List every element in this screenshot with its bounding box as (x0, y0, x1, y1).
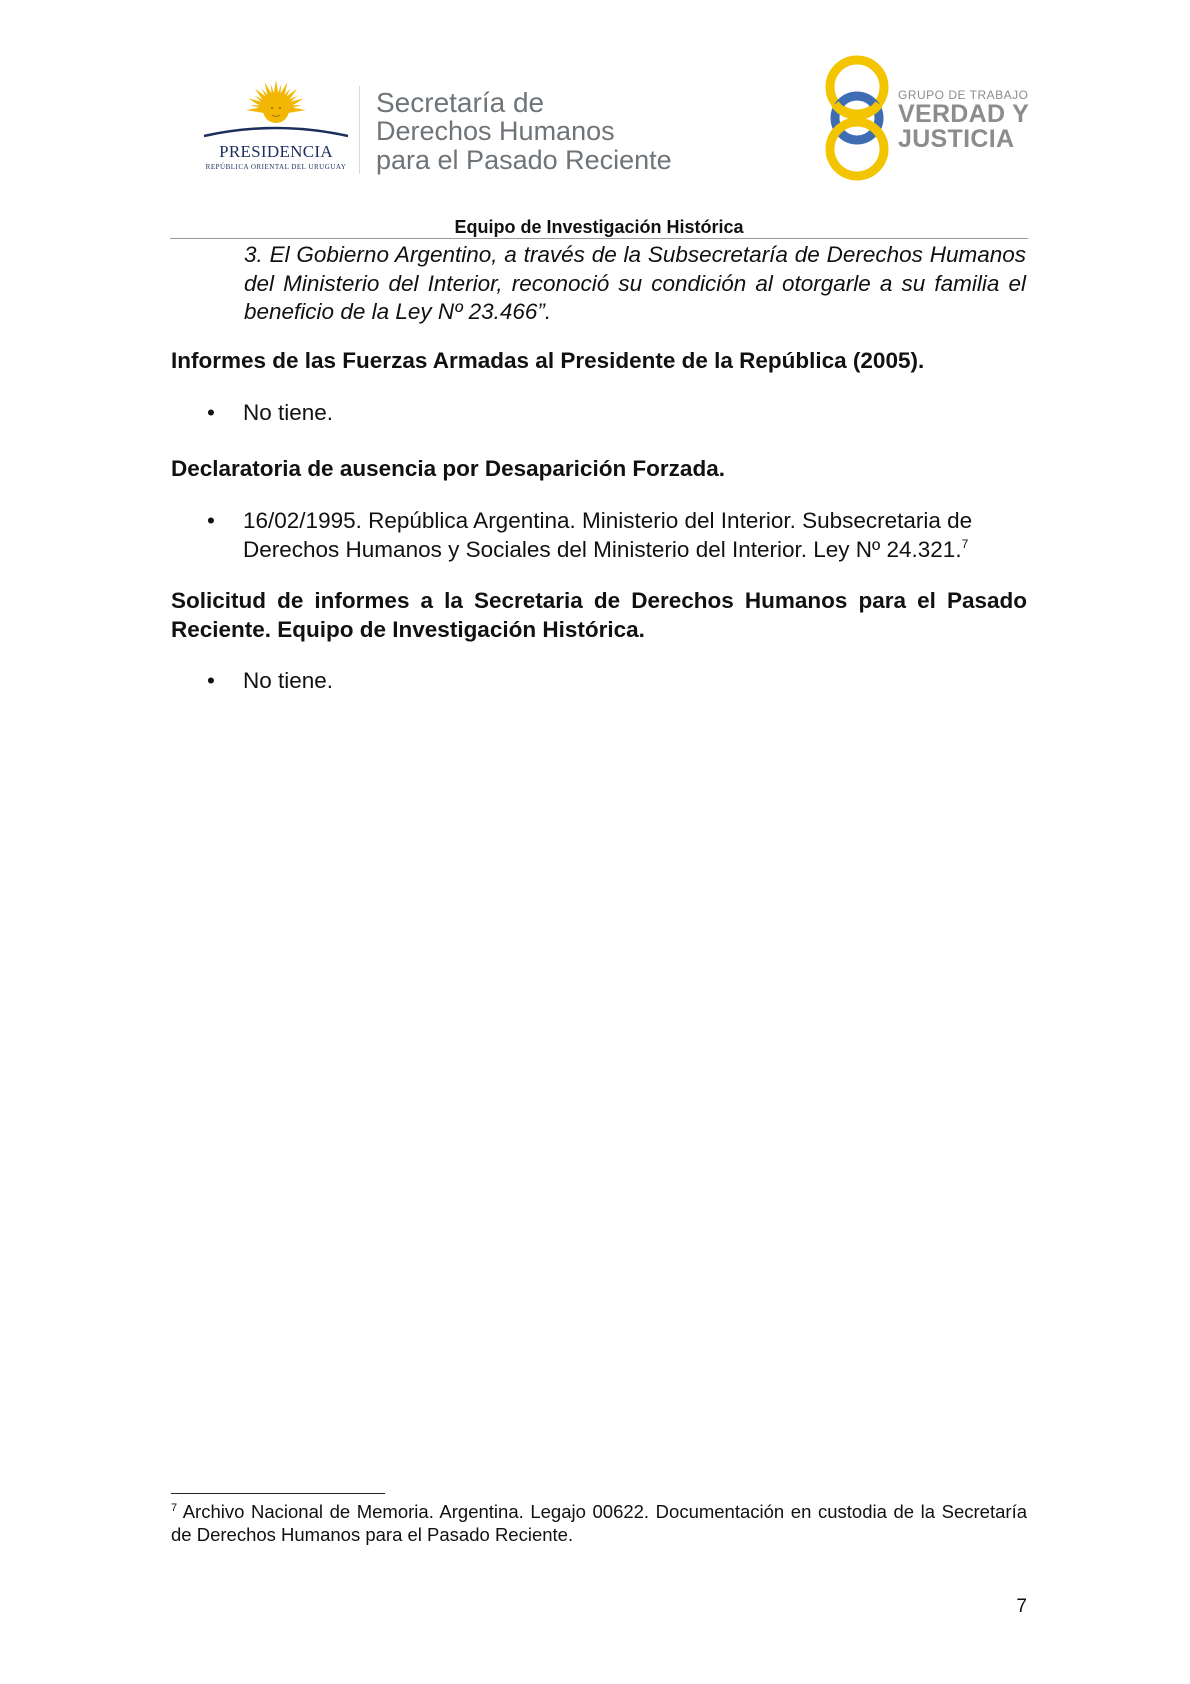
section-title-solicitud: Solicitud de informes a la Secretaria de Derechos Humanos para el Pasado Reciente. Equipo de Investigación Histórica. (171, 588, 1027, 642)
presidencia-subtitle: REPÚBLICA ORIENTAL DEL URUGUAY (205, 163, 347, 171)
page-number: 7 (1016, 1596, 1027, 1617)
secretaria-line-2: Derechos Humanos (376, 116, 615, 146)
sun-emblem-icon (196, 78, 356, 142)
presidencia-logo (196, 78, 356, 178)
verdad-justicia-rings-icon (822, 54, 892, 182)
footnote (171, 1500, 1027, 1546)
logo-divider (359, 86, 360, 174)
presidencia-wordmark: PRESIDENCIA (219, 142, 333, 161)
vyj-small-line: GRUPO DE TRABAJO (898, 88, 1029, 102)
header-rule (170, 238, 1028, 239)
bullet-icon: • (207, 668, 215, 693)
running-head: Equipo de Investigación Histórica (454, 217, 744, 237)
section-title-informes-ffaa: Informes de las Fuerzas Armadas al Presidente de la República (2005). (171, 348, 925, 373)
footnote-number: 7 (171, 1502, 178, 1514)
declaratoria-text: 16/02/1995. República Argentina. Ministerio del Interior. Subsecretaria de Derechos Humanos y Sociales del Ministerio del Interior. Ley Nº 24.321. (243, 508, 973, 562)
section-title-declaratoria: Declaratoria de ausencia por Desaparición Forzada. (171, 456, 725, 481)
vyj-line-2: JUSTICIA (898, 125, 1015, 153)
list-item (171, 399, 1027, 428)
bullet-icon: • (207, 508, 215, 533)
list-item-text (243, 507, 1027, 564)
footnote-reference[interactable]: 7 (961, 536, 969, 551)
list-item (171, 667, 1027, 696)
footnote-separator (171, 1493, 385, 1494)
list-item-text: No tiene. (243, 668, 334, 693)
secretaria-logo-text (376, 88, 672, 175)
quoted-paragraph: 3. El Gobierno Argentino, a través de la Subsecretaría de Derechos Humanos del Ministerio del Interior, reconoció su condición al otorgarle a su familia el beneficio de la Ley Nº 23.466”. (244, 242, 1026, 324)
bullet-icon: • (207, 400, 215, 425)
secretaria-line-3: para el Pasado Reciente (376, 145, 672, 175)
verdad-justicia-logo-text (898, 88, 1029, 152)
secretaria-line-1: Secretaría de (376, 87, 545, 118)
list-item (171, 507, 1027, 564)
footnote-text: Archivo Nacional de Memoria. Argentina. Legajo 00622. Documentación en custodia de la Secretaría de Derechos Humanos para el Pasado Reciente. (171, 1501, 1027, 1545)
page-header (0, 0, 1190, 237)
list-item-text: No tiene. (243, 400, 334, 425)
vyj-line-1: VERDAD Y (898, 100, 1030, 128)
